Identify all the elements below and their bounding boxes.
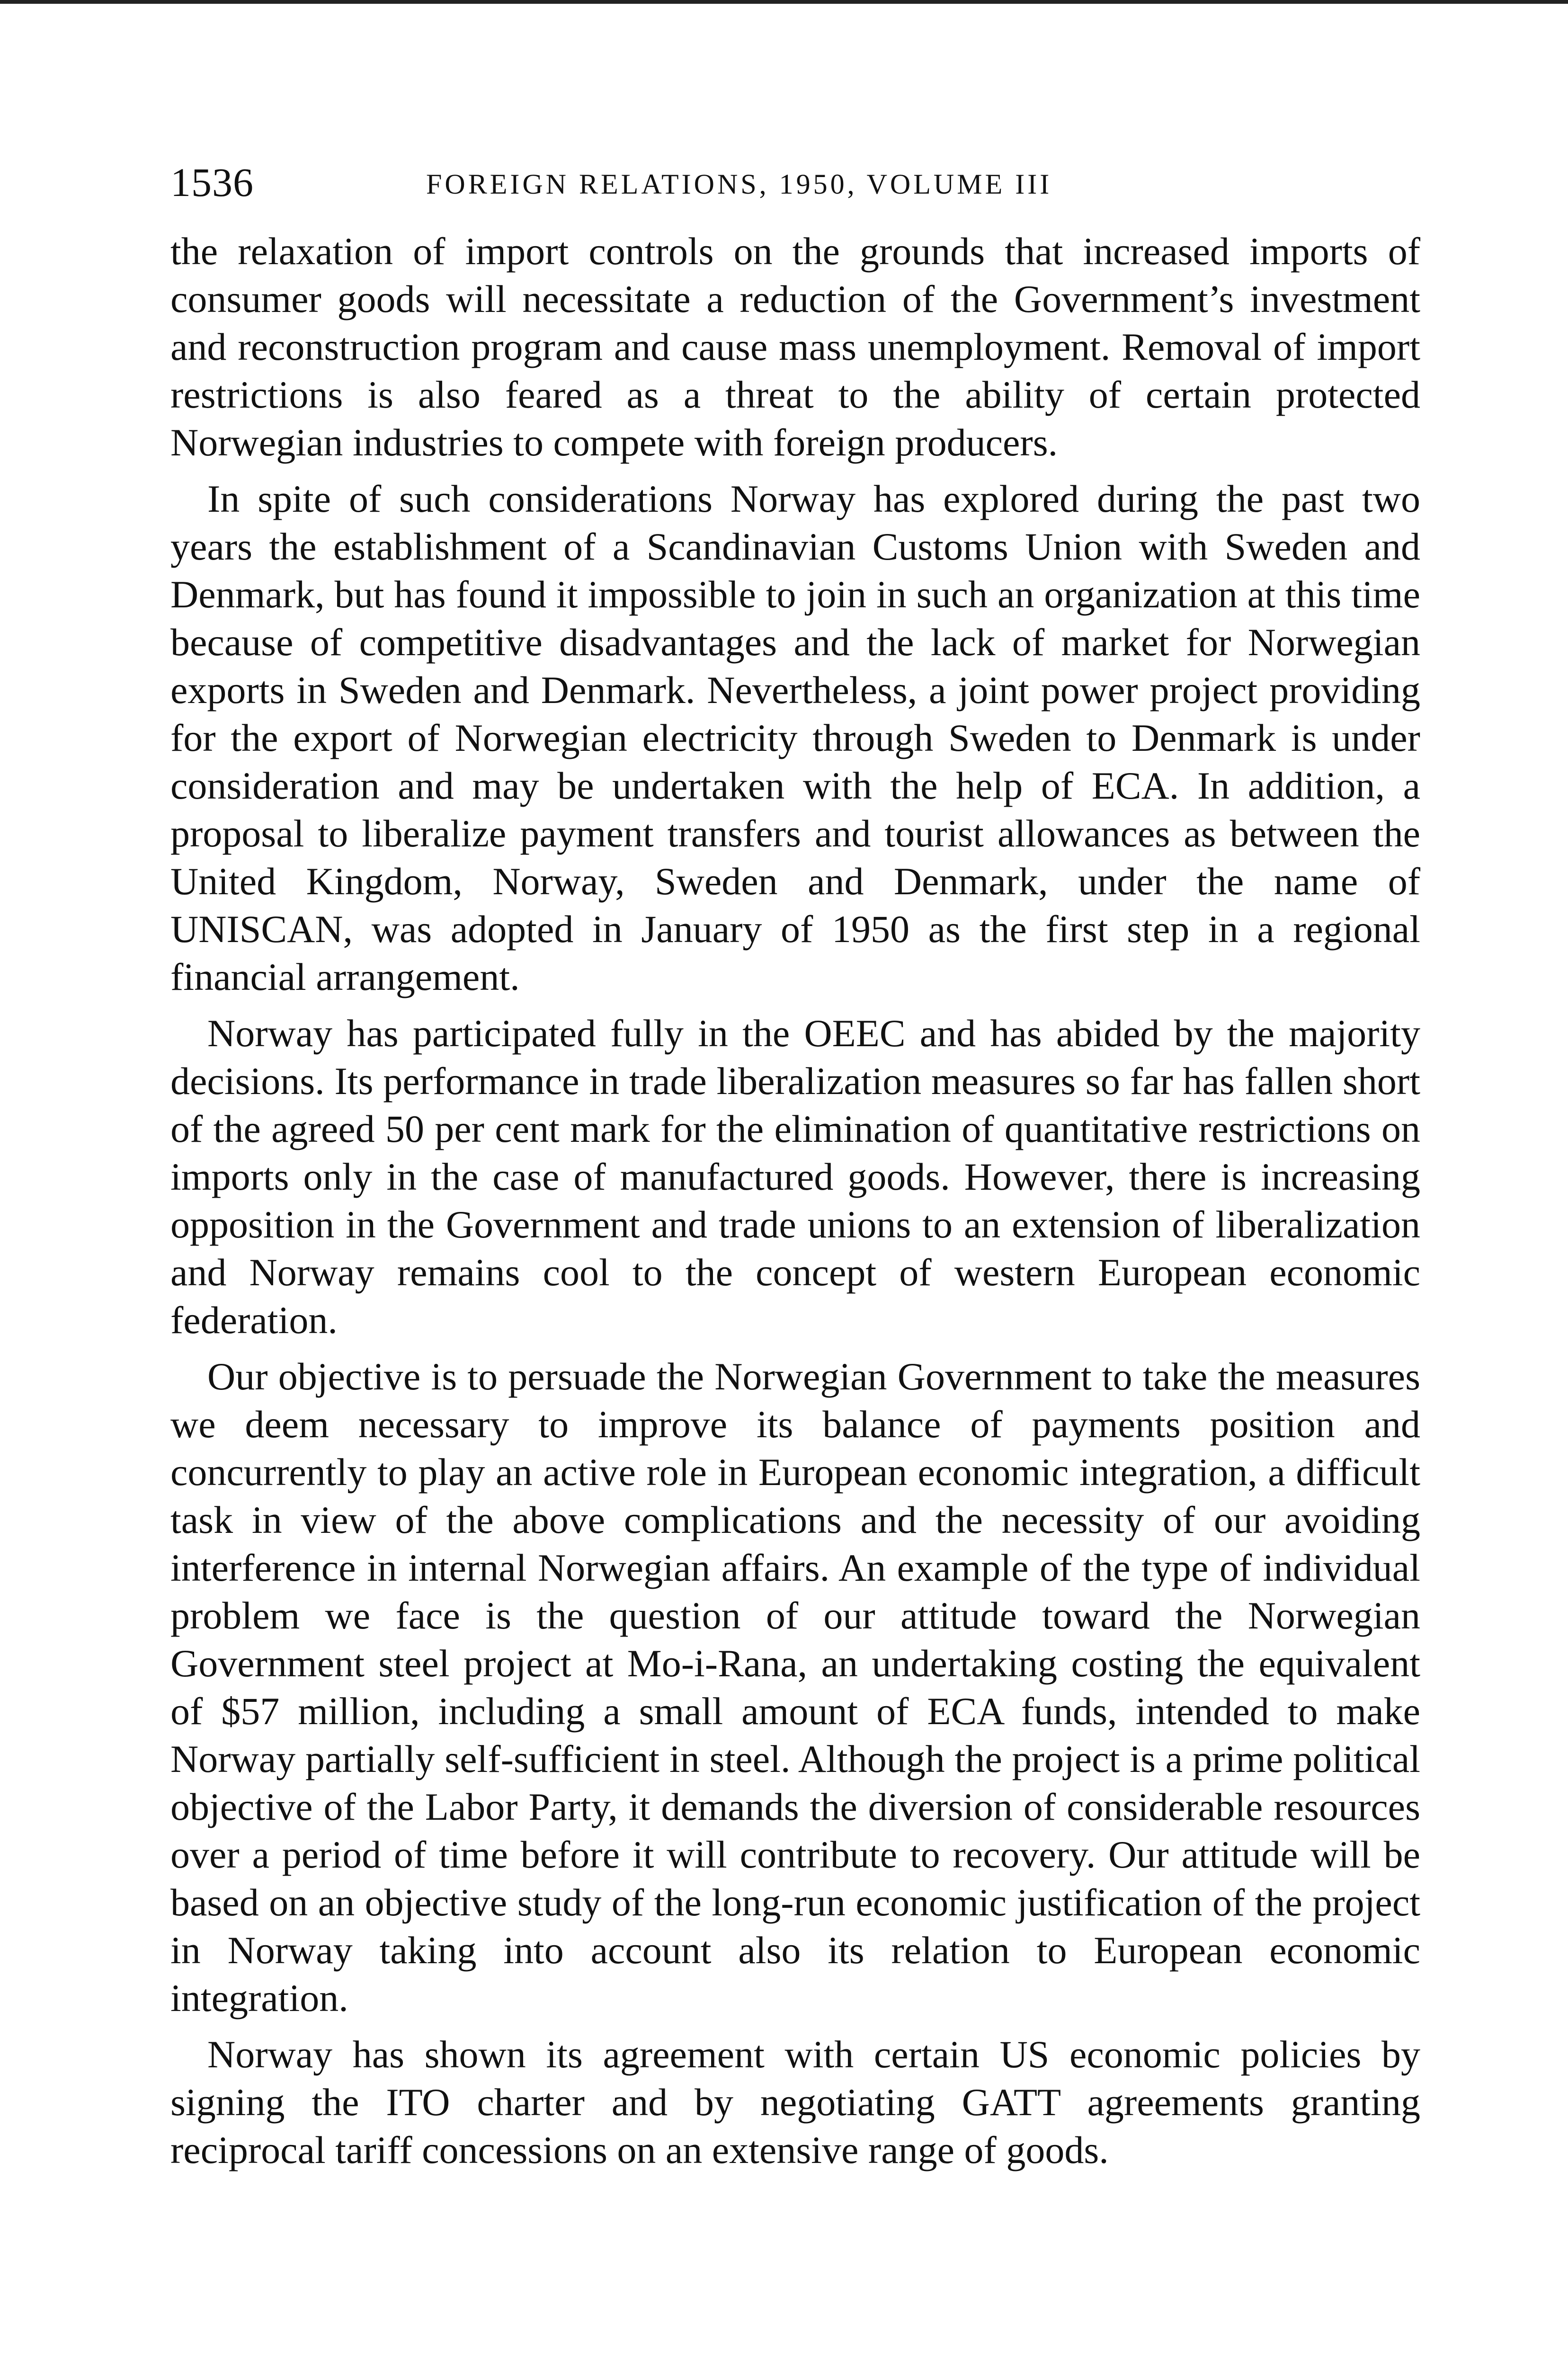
body-text bbox=[170, 227, 1420, 2174]
running-title: FOREIGN RELATIONS, 1950, VOLUME III bbox=[426, 169, 1052, 200]
top-border-rule bbox=[0, 0, 1568, 4]
paragraph-scandinavian-customs-union: In spite of such considerations Norway has explored during the past two years the establishment of a Scandinavian Customs Union with Sweden and Denmark, but has found it impossible to join in such an organization at this time because of competitive disadvantages and the lack of market for Norwegian exports in Sweden and Denmark. Nevertheless, a joint power project providing for the export of Norwegian electricity through Sweden to Denmark is under consideration and may be undertaken with the help of ECA. In addition, a proposal to liberalize payment transfers and tourist allowances as between the United Kingdom, Norway, Sweden and Denmark, under the name of UNISCAN, was adopted in January of 1950 as the first step in a regional financial arrangement. bbox=[170, 477, 1420, 998]
paragraph-continued: the relaxation of import controls on the grounds that increased imports of consumer goods will necessitate a reduction of the Government’s investment and reconstruction program and cause mass unemployment. Removal of import restrictions is also feared as a threat to the ability of certain protected Norwegian industries to compete with foreign producers. bbox=[170, 230, 1420, 464]
page-number: 1536 bbox=[170, 160, 254, 205]
document-page bbox=[170, 156, 1420, 2174]
running-header bbox=[170, 156, 1420, 227]
paragraph-oeec-participation: Norway has participated fully in the OEEC and has abided by the majority decisions. Its performance in trade liberalization measures so far has fallen short of the agreed 50 per cent mark for the elimination of quantitative restrictions on imports only in the case of manufactured goods. However, there is increasing opposition in the Government and trade unions to an extension of liberalization and Norway remains cool to the concept of western European economic federation. bbox=[170, 1012, 1420, 1342]
paragraph-us-economic-policies: Norway has shown its agreement with certain US economic policies by signing the ITO charter and by negotiating GATT agreements granting reciprocal tariff concessions on an extensive range of goods. bbox=[170, 2033, 1420, 2171]
paragraph-our-objective: Our objective is to persuade the Norwegian Government to take the measures we deem necessary to improve its balance of payments position and concurrently to play an active role in European economic integration, a difficult task in view of the above complications and the necessity of our avoiding interference in internal Norwegian affairs. An example of the type of individual problem we face is the question of our attitude toward the Norwegian Government steel project at Mo-i-Rana, an undertaking costing the equivalent of $57 million, including a small amount of ECA funds, intended to make Norway partially self-sufficient in steel. Although the project is a prime political objective of the Labor Party, it demands the diversion of considerable resources over a period of time before it will contribute to recovery. Our attitude will be based on an objective study of the long-run economic justification of the project in Norway taking into account also its relation to European economic integration. bbox=[170, 1355, 1420, 2020]
